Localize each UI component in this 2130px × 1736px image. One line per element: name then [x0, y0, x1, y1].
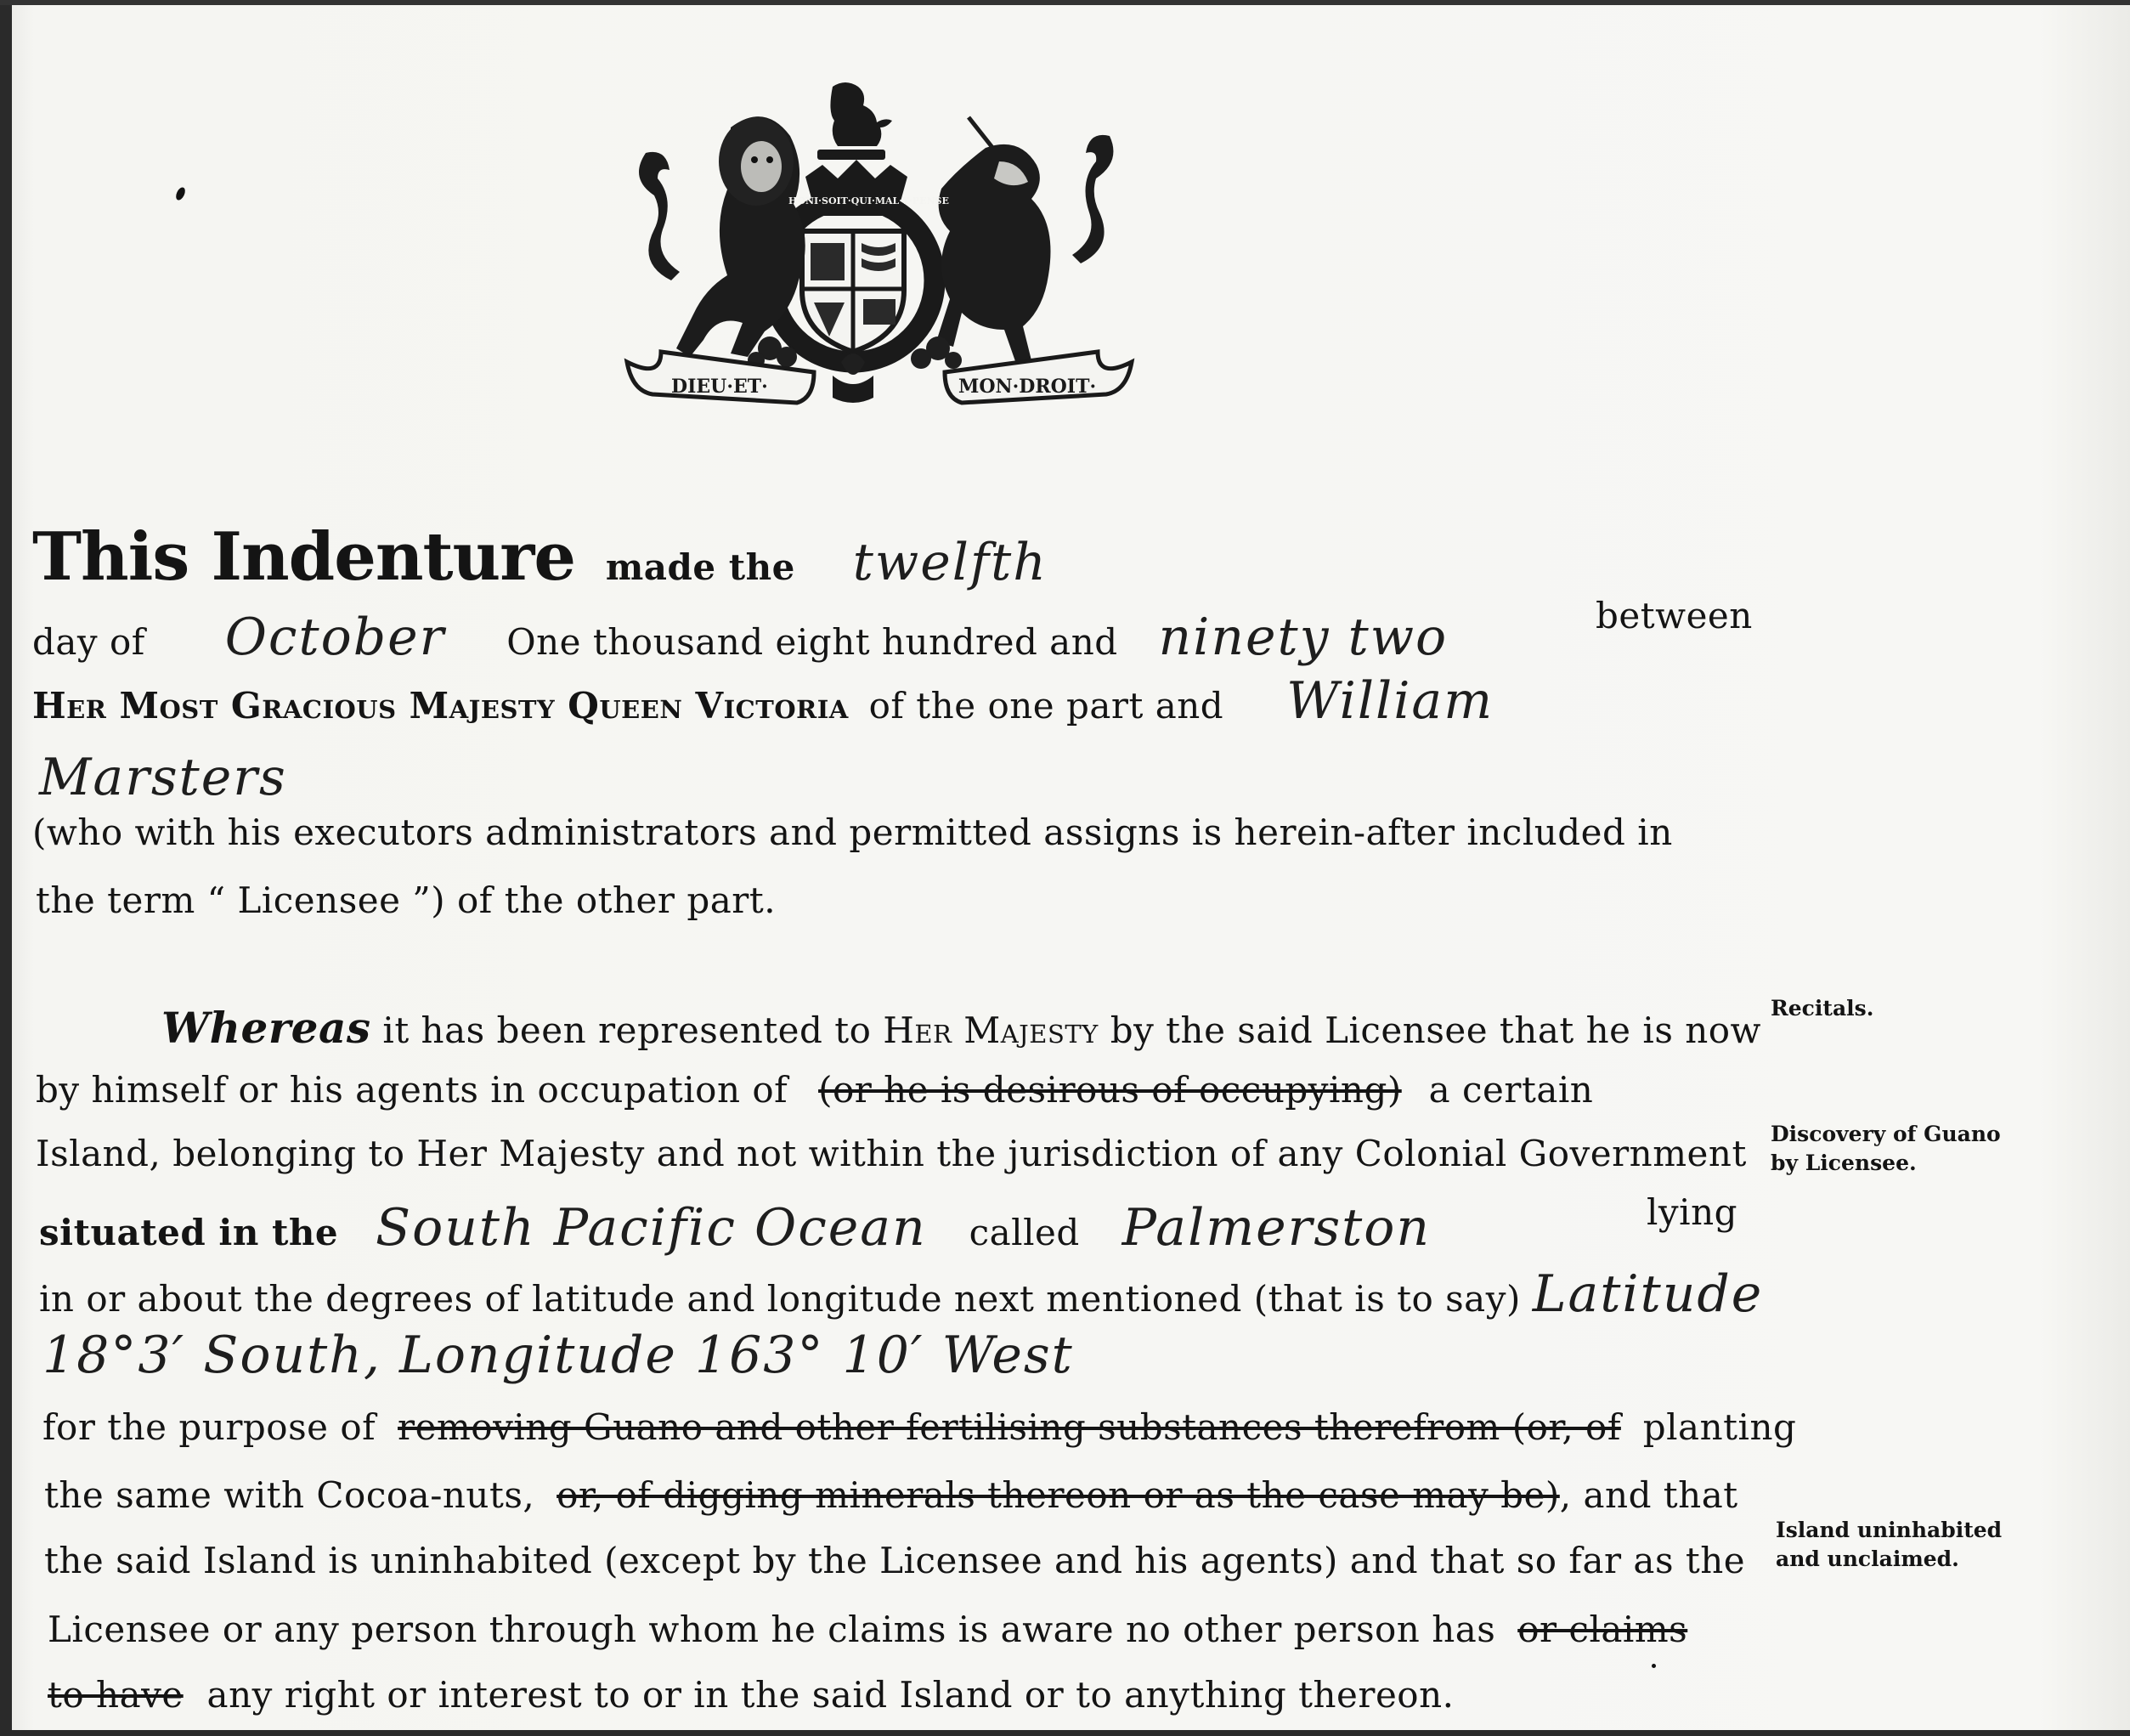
motto-left-text: DIEU·ET· — [671, 376, 768, 398]
whereas-text: a certain — [1428, 1069, 1594, 1111]
whereas-text: any right or interest to or in the said Island or to anything thereon. — [206, 1674, 1455, 1716]
motto-right-text: MON·DROIT· — [958, 376, 1097, 398]
indenture-title-line — [32, 518, 1048, 596]
made-the-text: made the — [605, 546, 795, 588]
whereas-text: it has been represented to — [382, 1009, 872, 1051]
whereas-line-9: the said Island is uninhabited (except by the Licensee and his agents) and that so far as the — [44, 1540, 1746, 1581]
margin-note-recitals: Recitals. — [1771, 996, 1874, 1021]
year-handwritten: ninety two — [1158, 608, 1449, 667]
between-text: between — [1596, 595, 1753, 636]
margin-note-island — [1776, 1516, 2002, 1574]
margin-note-discovery — [1771, 1120, 2001, 1178]
island-name-handwritten: Palmerston — [1121, 1198, 1432, 1258]
term-licensee-line: the term “ Licensee ”) of the other part. — [36, 879, 777, 921]
ocean-handwritten: South Pacific Ocean — [376, 1198, 927, 1258]
whereas-text: by himself or his agents in occupation of — [36, 1069, 788, 1111]
whereas-line-11 — [48, 1674, 1455, 1716]
month-handwritten: October — [224, 608, 446, 667]
whereas-text: , and that — [1559, 1474, 1738, 1516]
scan-left-edge — [0, 0, 12, 1736]
licensee-last-name-handwritten: Marsters — [39, 748, 287, 807]
whereas-text: in or about the degrees of latitude and longitude next mentioned (that is to say) — [39, 1278, 1521, 1320]
garter-motto-text: HONI·SOIT·QUI·MAL·Y·PENSE — [788, 195, 949, 206]
licensee-first-name-handwritten: William — [1286, 671, 1494, 731]
scan-bottom-edge — [0, 1730, 2130, 1736]
coordinates-handwritten: 18°3′ South, Longitude 163° 10′ West — [42, 1326, 1074, 1385]
whereas-line-8 — [44, 1474, 1738, 1516]
year-prefix-text: One thousand eight hundred and — [506, 621, 1118, 663]
whereas-text: for the purpose of — [42, 1406, 376, 1448]
struck-text: removing Guano and other fertilising substances therefrom (or, of — [398, 1406, 1621, 1448]
shield-icon — [802, 231, 904, 352]
whereas-line-3: Island, belonging to Her Majesty and not within the jurisdiction of any Colonial Government — [36, 1133, 1747, 1174]
executors-line: (who with his executors administrators and permitted assigns is herein-after included in — [32, 811, 1673, 853]
day-of-text: day of — [32, 621, 145, 663]
whereas-line-4 — [39, 1198, 1431, 1258]
struck-text: or, of digging minerals thereon or as the case may be) — [557, 1474, 1560, 1516]
queen-party: Her Most Gracious Majesty Queen Victoria — [32, 685, 849, 727]
margin-note-line: Discovery of Guano — [1771, 1122, 2001, 1146]
whereas-text: by the said Licensee that he is now — [1110, 1009, 1762, 1051]
whereas-text: planting — [1642, 1406, 1797, 1448]
whereas-line-5 — [39, 1264, 1763, 1324]
whereas-line-10 — [48, 1609, 1687, 1650]
whereas-text: called — [969, 1212, 1080, 1253]
whereas-text: situated in the — [39, 1212, 339, 1253]
parties-line — [32, 671, 1494, 731]
struck-text: or claims — [1517, 1609, 1688, 1650]
her-majesty-text: Her Majesty — [883, 1009, 1099, 1051]
whereas-text: Licensee or any person through whom he claims is aware no other person has — [48, 1609, 1496, 1650]
latitude-handwritten: Latitude — [1532, 1264, 1764, 1324]
lying-text: lying — [1647, 1191, 1738, 1233]
struck-text: to have — [48, 1674, 184, 1716]
margin-note-line: Island uninhabited — [1776, 1518, 2003, 1542]
royal-coat-of-arms-icon — [620, 76, 1138, 416]
day-handwritten: twelfth — [852, 533, 1048, 592]
unicorn-supporter-icon — [936, 117, 1113, 364]
one-part-text: of the one part and — [868, 685, 1224, 727]
date-line — [32, 608, 1448, 667]
whereas-line-7 — [42, 1406, 1796, 1448]
struck-text: (or he is desirous of occupying) — [818, 1069, 1402, 1111]
whereas-line-1 — [161, 1003, 1761, 1053]
whereas-line-2 — [36, 1069, 1593, 1111]
crest-lion-icon — [817, 82, 892, 160]
scan-top-edge — [0, 0, 2130, 5]
margin-note-line: by Licensee. — [1771, 1151, 1917, 1175]
whereas-word: Whereas — [161, 1003, 371, 1053]
margin-note-line: and unclaimed. — [1776, 1547, 1959, 1571]
ink-speck — [1652, 1664, 1656, 1668]
indenture-title: This Indenture — [32, 518, 575, 596]
whereas-text: the same with Cocoa-nuts, — [44, 1474, 535, 1516]
